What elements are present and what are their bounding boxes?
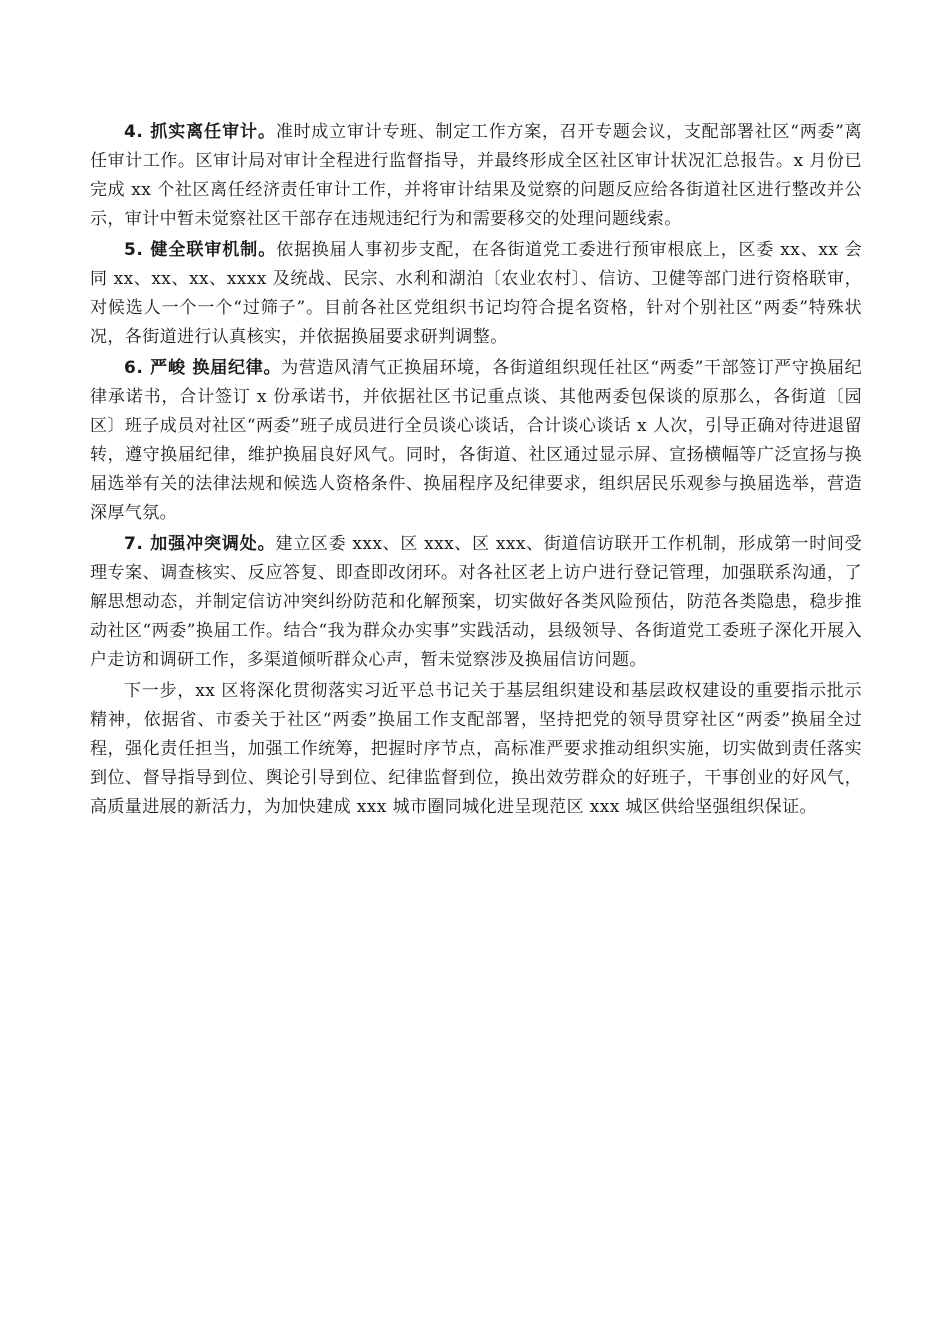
paragraph-body: 依据换届人事初步支配，在各街道党工委进行预审根底上，区委 xx、xx 会同 xx、xx、xx、xxxx 及统战、民宗、水利和湖泊〔农业农村〕、信访、卫健等部门进行资格联审，对候选人一个一个“过筛子”。目前各社区党组织书记均符合提名资格，针对个别社区“两委”特殊状况，各街道进行认真核实，并依据换届要求研判调整。 xyxy=(90,240,862,347)
paragraph-heading: 5. 健全联审机制。 xyxy=(124,240,277,260)
paragraph-heading: 6. 严峻 换届纪律。 xyxy=(124,358,282,378)
paragraph-body: 下一步，xx 区将深化贯彻落实习近平总书记关于基层组织建设和基层政权建设的重要指示批示精神，依据省、市委关于社区“两委”换届工作支配部署，坚持把党的领导贯穿社区“两委”换届全过程，强化责任担当，加强工作统筹，把握时序节点，高标准严要求推动组织实施，切实做到责任落实到位、督导指导到位、舆论引导到位、纪律监督到位，换出效劳群众的好班子，干事创业的好风气，高质量进展的新活力，为加快建成 xxx 城市圈同城化进呈现范区 xxx 城区供给坚强组织保证。 xyxy=(90,681,862,817)
paragraph-body: 为营造风清气正换届环境，各街道组织现任社区“两委”干部签订严守换届纪律承诺书，合计签订 x 份承诺书，并依据社区书记重点谈、其他两委包保谈的原那么，各街道〔园区〕班子成员对社区“两委”班子成员进行全员谈心谈话，合计谈心谈话 x 人次，引导正确对待进退留转，遵守换届纪律，维护换届良好风气。同时，各街道、社区通过显示屏、宣扬横幅等广泛宣扬与换届选举有关的法律法规和候选人资格条件、换届程序及纪律要求，组织居民乐观参与换届选举，营造深厚气氛。 xyxy=(90,358,862,523)
document-page xyxy=(90,118,862,824)
paragraph-next-step xyxy=(90,677,862,822)
paragraph-body: 建立区委 xxx、区 xxx、区 xxx、街道信访联开工作机制，形成第一时间受理专案、调查核实、反应答复、即查即改闭环。对各社区老上访户进行登记管理，加强联系沟通，了解思想动态，并制定信访冲突纠纷防范和化解预案，切实做好各类风险预估，防范各类隐患，稳步推动社区“两委”换届工作。结合“我为群众办实事”实践活动，县级领导、各街道党工委班子深化开展入户走访和调研工作，多渠道倾听群众心声，暂未觉察涉及换届信访问题。 xyxy=(90,534,862,670)
paragraph-joint-review xyxy=(90,236,862,352)
paragraph-body: 准时成立审计专班、制定工作方案，召开专题会议，支配部署社区“两委”离任审计工作。区审计局对审计全程进行监督指导，并最终形成全区社区审计状况汇总报告。x 月份已完成 xx 个社区离任经济责任审计工作，并将审计结果及觉察的问题反应给各街道社区进行整改并公示，审计中暂未觉察社区干部存在违规违纪行为和需要移交的处理问题线索。 xyxy=(90,122,862,229)
paragraph-heading: 7. 加强冲突调处。 xyxy=(124,534,276,554)
paragraph-audit xyxy=(90,118,862,234)
paragraph-heading: 4. 抓实离任审计。 xyxy=(124,122,276,142)
paragraph-conflict xyxy=(90,530,862,675)
paragraph-discipline xyxy=(90,354,862,528)
